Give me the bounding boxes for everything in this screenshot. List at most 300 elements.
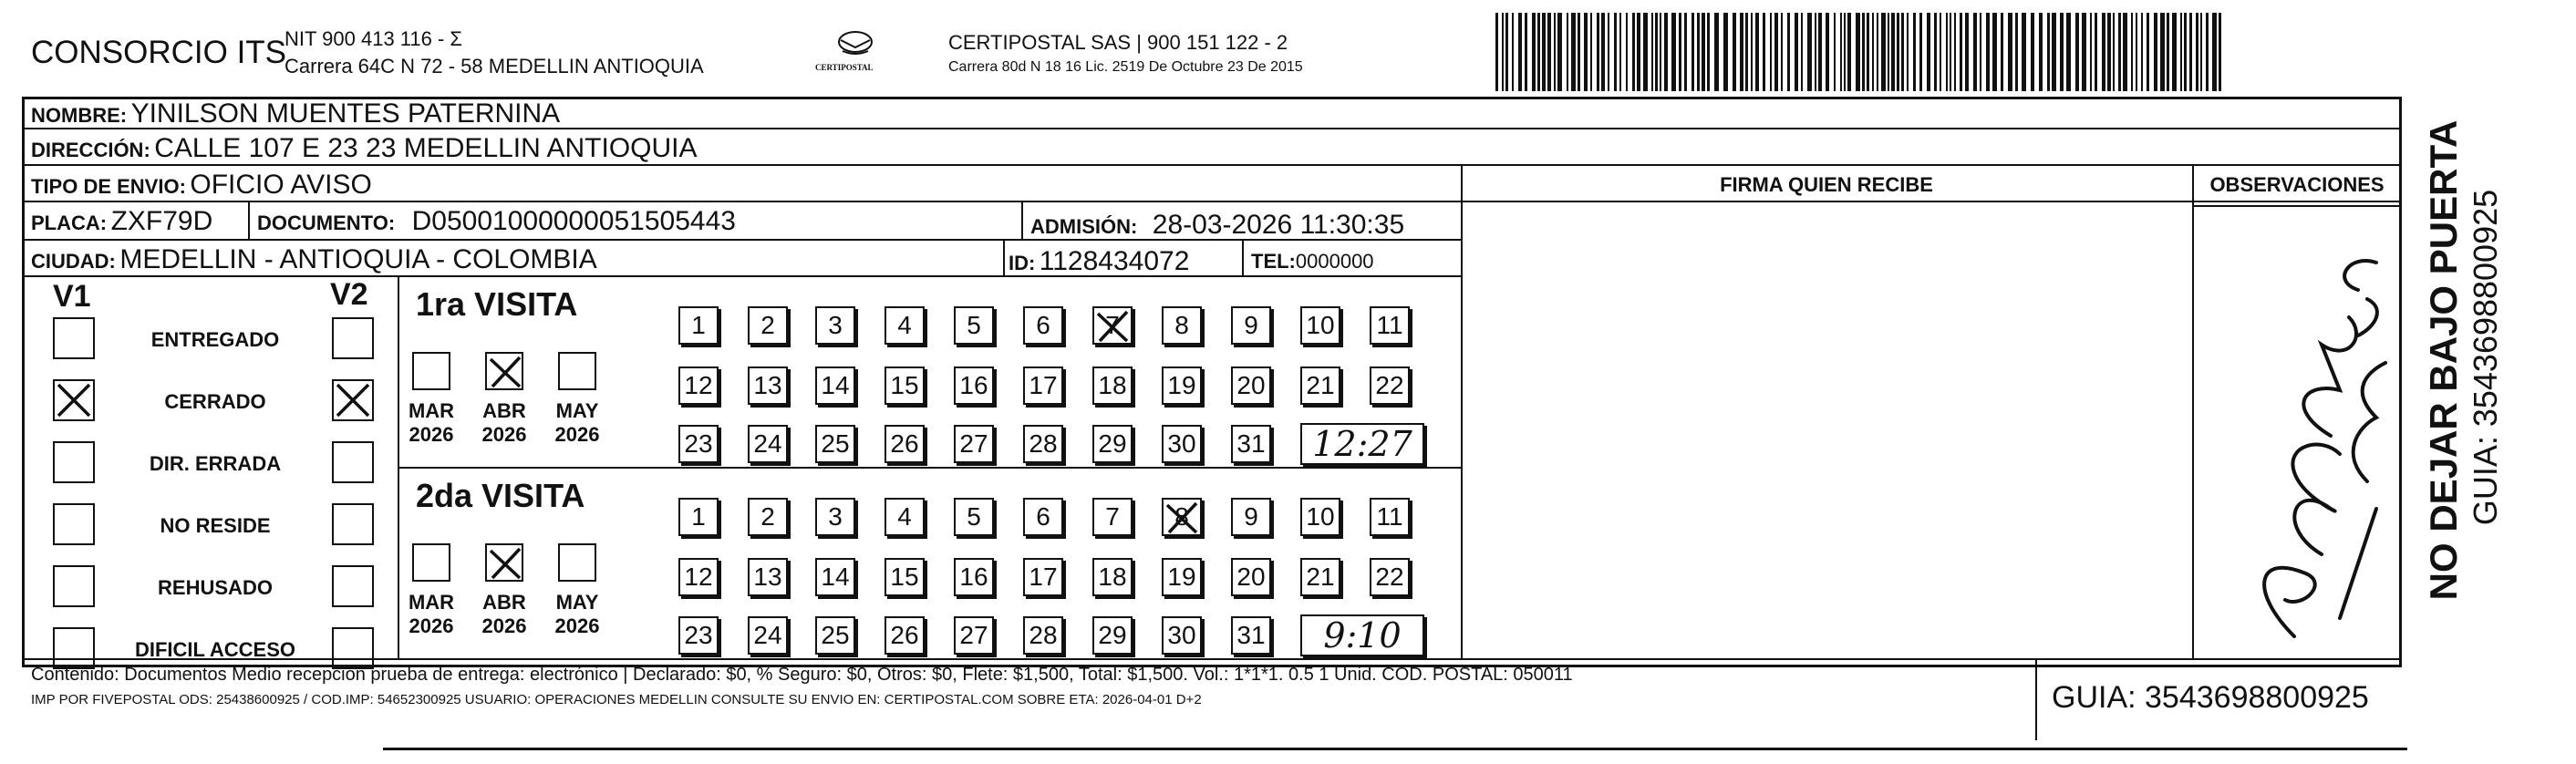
month-label (547, 399, 607, 447)
month-checkbox[interactable] (412, 543, 450, 582)
status-label: DIR. ERRADA (149, 452, 282, 475)
day-number: 13 (753, 371, 782, 399)
documento-label: DOCUMENTO: (257, 212, 396, 234)
day-box[interactable] (1092, 306, 1133, 345)
day-box[interactable] (678, 498, 719, 536)
barcode-bar (2107, 13, 2111, 91)
nombre-value: YINILSON MUENTES PATERNINA (130, 98, 561, 129)
barcode-bar (1980, 13, 1981, 91)
barcode-bar (1637, 13, 1640, 91)
barcode-bar (2052, 13, 2056, 91)
day-number: 2 (760, 502, 775, 531)
v2-checkbox[interactable] (332, 441, 374, 483)
month-year: 2026 (481, 423, 527, 446)
courier-address: Carrera 80d N 18 16 Lic. 2519 De Octubre 23 De 2015 (948, 59, 1303, 75)
ciudad-row (31, 246, 597, 274)
barcode-bar (1518, 13, 1522, 91)
day-number: 23 (684, 429, 713, 458)
day-box[interactable] (748, 367, 788, 405)
barcode-bar (2075, 13, 2079, 91)
month-label (401, 591, 461, 638)
barcode-bar (1714, 13, 1719, 91)
barcode-bar (2219, 13, 2221, 91)
footer-imp: IMP POR FIVEPOSTAL ODS: 25438600925 / COD.IMP: 54652300925 USUARIO: OPERACIONES MEDELLIN CONSULTE SU ENVIO EN: CERTIPOSTAL.COM SOBRE ETA: 2026-04-01 D+2 (31, 692, 1202, 707)
barcode-bar (1888, 13, 1889, 91)
day-number: 14 (821, 563, 850, 591)
day-box[interactable] (1092, 367, 1133, 405)
day-number: 20 (1236, 371, 1266, 399)
day-number: 7 (1105, 311, 1120, 339)
barcode-bar (1818, 13, 1822, 91)
day-number: 7 (1105, 502, 1120, 531)
day-box[interactable] (815, 558, 855, 596)
barcode-bar (1660, 13, 1661, 91)
day-box[interactable] (815, 498, 855, 536)
barcode-bar (1733, 13, 1736, 91)
barcode-bar (1702, 13, 1705, 91)
day-number: 29 (1098, 429, 1127, 458)
day-number: 31 (1236, 621, 1266, 649)
barcode-bar (2196, 13, 2198, 91)
barcode-bar (1781, 13, 1783, 91)
company-address: Carrera 64C N 72 - 58 MEDELLIN ANTIOQUIA (284, 55, 704, 77)
day-box[interactable] (954, 498, 994, 536)
barcode-bar (2118, 13, 2121, 91)
barcode-bar (1554, 13, 1556, 91)
barcode-bar (1567, 13, 1568, 91)
barcode-bar (1986, 13, 1990, 91)
barcode-bar (1537, 13, 1540, 91)
month-name: ABR (482, 399, 526, 422)
day-number: 16 (959, 371, 988, 399)
day-number: 27 (959, 621, 988, 649)
barcode-bar (1919, 13, 1922, 91)
day-box[interactable] (1231, 425, 1271, 463)
day-number: 5 (967, 502, 981, 531)
day-number: 28 (1029, 429, 1058, 458)
barcode-bar (2039, 13, 2043, 91)
barcode-bar (1578, 13, 1580, 91)
day-number: 26 (890, 621, 919, 649)
month-label (474, 591, 534, 638)
courier-logo (810, 27, 901, 78)
day-number: 13 (753, 563, 782, 591)
day-box[interactable] (954, 616, 994, 655)
day-box[interactable] (1300, 498, 1340, 536)
month-checkbox[interactable] (558, 352, 596, 390)
barcode-bar (1502, 13, 1504, 91)
day-number: 22 (1375, 563, 1404, 591)
id-row (1009, 248, 1189, 275)
day-box[interactable] (1231, 498, 1271, 536)
day-number: 19 (1167, 371, 1196, 399)
day-box[interactable] (748, 306, 788, 345)
month-name: ABR (482, 591, 526, 614)
day-number: 21 (1306, 563, 1335, 591)
barcode-bar (2167, 13, 2169, 91)
footer-guia: GUIA: 3543698800925 (2052, 680, 2369, 715)
day-box[interactable] (954, 306, 994, 345)
visit-time-box[interactable] (1300, 423, 1424, 465)
observaciones-header: OBSERVACIONES (2209, 173, 2385, 196)
barcode-bar (1745, 13, 1748, 91)
month-year: 2026 (481, 614, 527, 637)
v1-checkbox[interactable] (53, 317, 95, 359)
day-number: 4 (897, 502, 912, 531)
barcode-bar (2015, 13, 2018, 91)
day-box[interactable] (1300, 558, 1340, 596)
barcode-bar (1795, 13, 1798, 91)
day-box[interactable] (954, 558, 994, 596)
day-number: 15 (890, 371, 919, 399)
barcode-bar (1619, 13, 1621, 91)
barcode-bar (1691, 13, 1694, 91)
barcode-bar (1626, 13, 1628, 91)
day-number: 3 (828, 502, 843, 531)
admision-label: ADMISIÓN: (1030, 215, 1138, 238)
day-number: 21 (1306, 371, 1335, 399)
day-box[interactable] (678, 425, 719, 463)
barcode-bar (1723, 13, 1728, 91)
barcode-bar (2113, 13, 2115, 91)
month-name: MAY (555, 399, 599, 422)
day-box[interactable] (1023, 306, 1063, 345)
month-checkbox[interactable] (485, 543, 523, 582)
barcode-bar (1571, 13, 1576, 91)
visit-time: 9:10 (1323, 615, 1402, 656)
barcode-bar (2184, 13, 2187, 91)
day-number: 6 (1036, 502, 1050, 531)
barcode-bar (1946, 13, 1948, 91)
barcode-bar (2147, 13, 2149, 91)
v2-checkbox[interactable] (332, 379, 374, 421)
day-number: 11 (1376, 311, 1403, 339)
day-number: 24 (753, 429, 782, 458)
day-box[interactable] (885, 558, 925, 596)
day-box[interactable] (1092, 558, 1133, 596)
day-number: 15 (890, 563, 919, 591)
placa-row (31, 208, 212, 235)
day-box[interactable] (1300, 306, 1340, 345)
barcode-bar (1954, 13, 1956, 91)
day-box[interactable] (748, 425, 788, 463)
month-year: 2026 (409, 614, 454, 637)
day-box[interactable] (815, 306, 855, 345)
x-mark-icon (485, 543, 525, 583)
id-label: ID: (1009, 252, 1036, 274)
day-number: 18 (1098, 371, 1127, 399)
month-year: 2026 (554, 614, 600, 637)
month-label (547, 591, 607, 638)
day-box[interactable] (1231, 616, 1271, 655)
day-number: 12 (684, 371, 713, 399)
x-mark-icon (53, 379, 95, 421)
day-box[interactable] (954, 367, 994, 405)
day-number: 6 (1036, 311, 1050, 339)
day-box[interactable] (1092, 498, 1133, 536)
visit-time-box[interactable] (1300, 614, 1424, 656)
admision-row (1030, 212, 1404, 239)
v2-checkbox[interactable] (332, 317, 374, 359)
day-box[interactable] (1231, 558, 1271, 596)
barcode-bar (1763, 13, 1765, 91)
status-label: NO RESIDE (160, 514, 271, 537)
company-nit: NIT 900 413 116 - Σ (284, 27, 463, 50)
barcode-bar (1787, 13, 1790, 91)
barcode-bar (2206, 13, 2209, 91)
barcode-bar (1664, 13, 1668, 91)
side-guia: GUIA: 3543698800925 (2467, 189, 2504, 526)
day-number: 9 (1244, 502, 1258, 531)
day-box[interactable] (748, 616, 788, 655)
barcode-bar (1755, 13, 1759, 91)
barcode-bar (1614, 13, 1617, 91)
day-number: 25 (821, 429, 850, 458)
barcode-bar (1774, 13, 1778, 91)
documento-row (257, 208, 736, 235)
barcode-bar (2172, 13, 2177, 91)
barcode-bar (2141, 13, 2143, 91)
v1-checkbox[interactable] (53, 379, 95, 421)
day-box[interactable] (1023, 558, 1063, 596)
month-label (401, 399, 461, 447)
day-number: 24 (753, 621, 782, 649)
month-checkbox[interactable] (485, 352, 523, 390)
documento-value: D05001000000051505443 (411, 206, 736, 236)
company-name: CONSORCIO ITS (31, 35, 287, 70)
day-number: 10 (1306, 502, 1335, 531)
tipo-row (31, 171, 372, 199)
day-box[interactable] (1023, 616, 1063, 655)
barcode-bar (2090, 13, 2092, 91)
x-mark-icon (1162, 498, 1202, 538)
day-number: 26 (890, 429, 919, 458)
barcode-bar (1740, 13, 1743, 91)
day-box[interactable] (885, 498, 925, 536)
day-number: 10 (1306, 311, 1335, 339)
day-number: 20 (1236, 563, 1266, 591)
day-number: 28 (1029, 621, 1058, 649)
day-box[interactable] (815, 616, 855, 655)
day-box[interactable] (1092, 616, 1133, 655)
tipo-label: TIPO DE ENVIO: (31, 175, 186, 198)
barcode-bar (1751, 13, 1753, 91)
day-number: 18 (1098, 563, 1127, 591)
barcode-bar (2001, 13, 2003, 91)
day-box[interactable] (1092, 425, 1133, 463)
day-number: 1 (691, 311, 706, 339)
direccion-label: DIRECCIÓN: (31, 139, 150, 161)
day-number: 29 (1098, 621, 1127, 649)
no-dejar-bajo-puerta: NO DEJAR BAJO PUERTA (2422, 119, 2465, 601)
barcode-bar (1671, 13, 1676, 91)
visit-title: 1ra VISITA (416, 285, 578, 323)
barcode-bar (1913, 13, 1916, 91)
footer-contenido: Contenido: Documentos Medio recepción prueba de entrega: electrónico | Declarado: $0, % Seguro: $0, Otros: $0, Flete: $1,500, Total: $1,500. Vol.: 1*1*1. 0.5 1 Unid. COD. POSTAL: 050011 (31, 665, 1573, 685)
day-box[interactable] (678, 558, 719, 596)
barcode-bar (1815, 13, 1816, 91)
day-box[interactable] (1370, 498, 1410, 536)
day-box[interactable] (1162, 425, 1202, 463)
day-box[interactable] (678, 367, 719, 405)
direccion-row (31, 135, 698, 162)
day-box[interactable] (748, 498, 788, 536)
day-box[interactable] (1370, 306, 1410, 345)
firma-area[interactable] (1463, 202, 2190, 656)
barcode-bar (2047, 13, 2050, 91)
barcode-bar (2189, 13, 2192, 91)
day-number: 12 (684, 563, 713, 591)
barcode-bar (2022, 13, 2026, 91)
barcode-bar (2136, 13, 2137, 91)
day-number: 23 (684, 621, 713, 649)
id-value: 1128434072 (1039, 246, 1190, 276)
barcode-bar (1901, 13, 1904, 91)
month-year: 2026 (554, 423, 600, 446)
day-number: 3 (828, 311, 843, 339)
placa-value: ZXF79D (110, 206, 213, 236)
day-number: 14 (821, 371, 850, 399)
logo-caption: CERTIPOSTAL (815, 63, 874, 72)
barcode-bar (1679, 13, 1681, 91)
day-box[interactable] (1162, 498, 1202, 536)
side-notice (2407, 95, 2504, 660)
v1-checkbox[interactable] (53, 441, 95, 483)
x-mark-icon (332, 379, 374, 421)
month-name: MAR (408, 399, 455, 422)
day-box[interactable] (1023, 498, 1063, 536)
day-number: 30 (1167, 621, 1196, 649)
day-box[interactable] (1162, 367, 1202, 405)
day-number: 16 (959, 563, 988, 591)
barcode-bar (1867, 13, 1869, 91)
day-box[interactable] (1023, 425, 1063, 463)
barcode-bar (1965, 13, 1969, 91)
barcode-bar (1907, 13, 1909, 91)
barcode-bar (1655, 13, 1658, 91)
barcode-bar (1960, 13, 1962, 91)
month-name: MAR (408, 591, 455, 614)
barcode-bar (1697, 13, 1700, 91)
v1-checkbox[interactable] (53, 565, 95, 607)
day-box[interactable] (748, 558, 788, 596)
x-mark-icon (485, 352, 525, 392)
v2-checkbox[interactable] (332, 565, 374, 607)
day-box[interactable] (1162, 558, 1202, 596)
visit-time: 12:27 (1312, 424, 1412, 464)
month-label (474, 399, 534, 447)
barcode-bar (1601, 13, 1605, 91)
visit-title: 2da VISITA (416, 477, 585, 514)
admision-value: 28-03-2026 11:30:35 (1152, 210, 1405, 240)
status-label: REHUSADO (158, 576, 273, 599)
barcode-bar (1992, 13, 1997, 91)
day-box[interactable] (1300, 367, 1340, 405)
day-box[interactable] (885, 616, 925, 655)
barcode-bar (1608, 13, 1609, 91)
tel-value: 0000000 (1295, 250, 1374, 273)
ciudad-label: CIUDAD: (31, 250, 116, 273)
barcode-bar (1557, 13, 1562, 91)
barcode-bar (1934, 13, 1937, 91)
day-box[interactable] (885, 425, 925, 463)
barcode-bar (1643, 13, 1648, 91)
barcode-bar (1525, 13, 1527, 91)
barcode-bar (1770, 13, 1772, 91)
v2-checkbox[interactable] (332, 503, 374, 545)
day-box[interactable] (815, 367, 855, 405)
barcode-bar (1547, 13, 1551, 91)
v1-checkbox[interactable] (53, 627, 95, 669)
barcode-bar (2082, 13, 2086, 91)
day-box[interactable] (815, 425, 855, 463)
day-box[interactable] (678, 616, 719, 655)
barcode-bar (1940, 13, 1941, 91)
barcode-bar (2060, 13, 2064, 91)
day-box[interactable] (885, 306, 925, 345)
tipo-value: OFICIO AVISO (190, 170, 372, 200)
barcode-bar (1532, 13, 1536, 91)
day-box[interactable] (678, 306, 719, 345)
status-label: DIFICIL ACCESO (134, 638, 295, 661)
barcode-bar (1856, 13, 1860, 91)
barcode-bar (1684, 13, 1687, 91)
day-box[interactable] (885, 367, 925, 405)
barcode-bar (1632, 13, 1635, 91)
day-box[interactable] (1162, 616, 1202, 655)
barcode-bar (1847, 13, 1851, 91)
day-number: 22 (1375, 371, 1404, 399)
barcode-bar (1505, 13, 1508, 91)
barcode-bar (1801, 13, 1803, 91)
day-box[interactable] (1231, 306, 1271, 345)
month-checkbox[interactable] (558, 543, 596, 582)
barcode-bar (2200, 13, 2202, 91)
day-box[interactable] (1370, 367, 1410, 405)
day-box[interactable] (1370, 558, 1410, 596)
barcode-bar (1590, 13, 1592, 91)
month-checkbox[interactable] (412, 352, 450, 390)
v2-header: V2 (330, 277, 368, 312)
day-number: 9 (1244, 311, 1258, 339)
day-number: 4 (897, 311, 912, 339)
barcode-bar (2095, 13, 2097, 91)
observaciones-area (2194, 208, 2400, 656)
day-number: 19 (1167, 563, 1196, 591)
day-number: 5 (967, 311, 981, 339)
day-box[interactable] (1231, 367, 1271, 405)
barcode-bar (2102, 13, 2105, 91)
barcode-bar (2160, 13, 2165, 91)
day-number: 1 (691, 502, 706, 531)
barcode-bar (1707, 13, 1710, 91)
v1-checkbox[interactable] (53, 503, 95, 545)
v2-checkbox[interactable] (332, 627, 374, 669)
placa-label: PLACA: (31, 212, 108, 234)
barcode-bar (1495, 13, 1498, 91)
barcode-bar (1584, 13, 1588, 91)
status-label: CERRADO (164, 390, 266, 413)
barcode-bar (1897, 13, 1899, 91)
firma-header: FIRMA QUIEN RECIBE (1720, 173, 1933, 196)
day-box[interactable] (954, 425, 994, 463)
day-box[interactable] (1023, 367, 1063, 405)
barcode-bar (1862, 13, 1865, 91)
day-number: 17 (1029, 371, 1058, 399)
barcode-bar (1891, 13, 1895, 91)
day-box[interactable] (1162, 306, 1202, 345)
barcode-bar (2008, 13, 2012, 91)
